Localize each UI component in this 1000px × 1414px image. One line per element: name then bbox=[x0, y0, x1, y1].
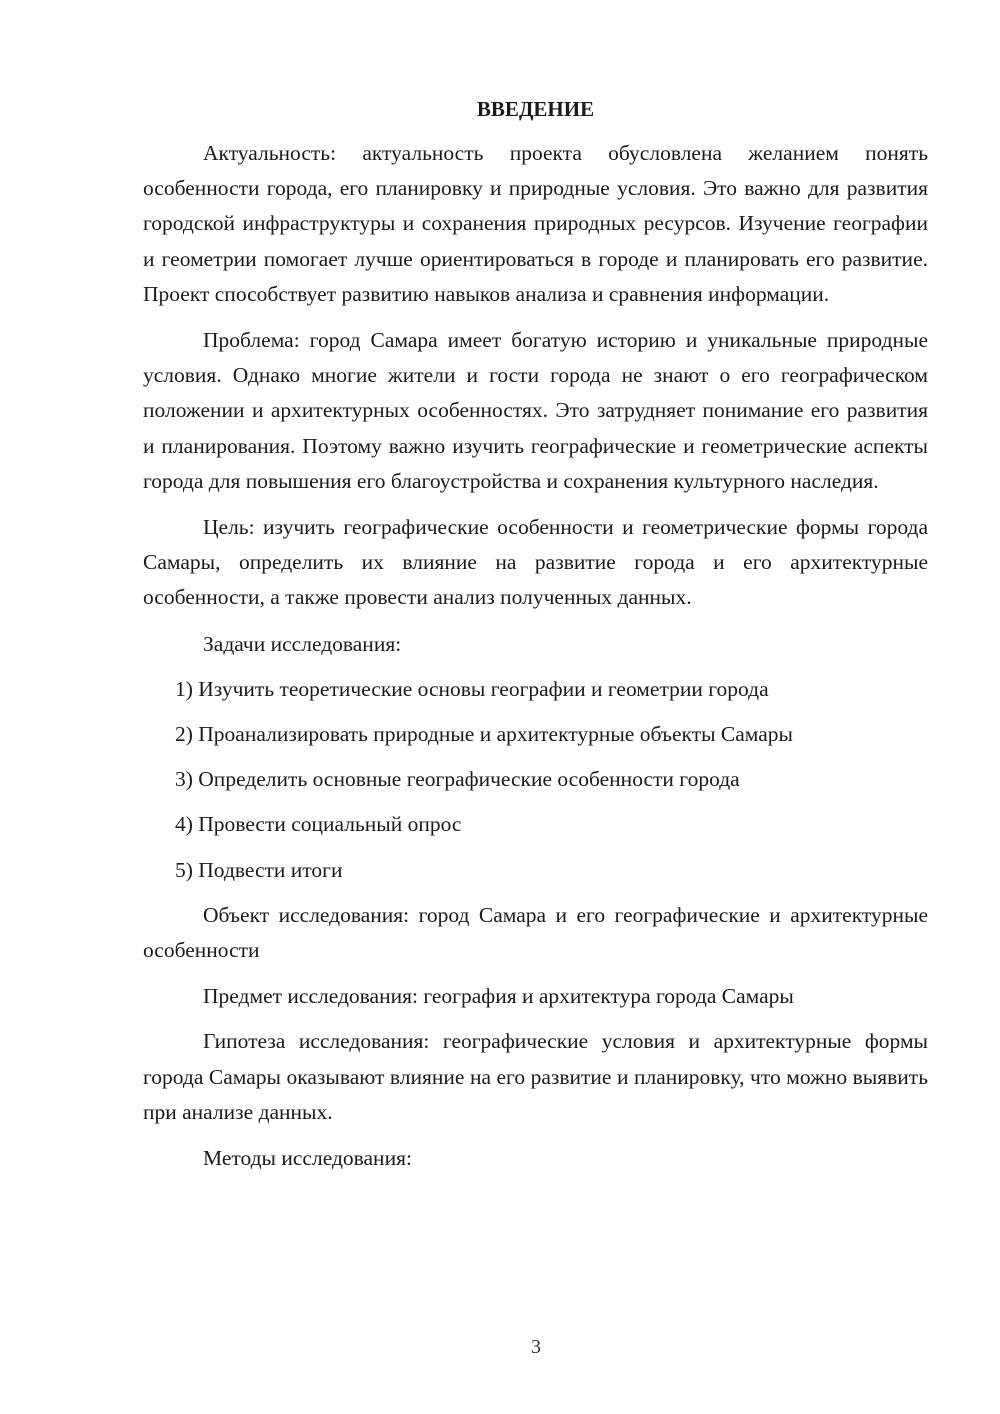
tasks-heading: Задачи исследования: bbox=[203, 631, 402, 656]
list-item: 2) Проанализировать природные и архитектурные объекты Самары bbox=[175, 722, 793, 747]
object-paragraph: Объект исследования: город Самара и его географические и архитектурные особенности bbox=[143, 902, 928, 963]
relevance-paragraph: Актуальность: актуальность проекта обусловлена желанием понять особенности города, его планировку и природные условия. Это важно для развития городской инфраструктуры и сохранения природных ресурсов. Изучение географии и геометрии помогает лучше ориентироваться в городе и планировать его развитие. Проект способствует развитию навыков анализа и сравнения информации. bbox=[143, 141, 928, 306]
subject-paragraph: Предмет исследования: география и архитектура города Самары bbox=[203, 984, 794, 1009]
methods-heading: Методы исследования: bbox=[203, 1146, 412, 1171]
problem-paragraph: Проблема: город Самара имеет богатую историю и уникальные природные условия. Однако многие жители и гости города не знают о его географическом положении и архитектурных особенностях. Это затрудняет понимание его развития и планирования. Поэтому важно изучить географические и геометрические аспекты города для повышения его благоустройства и сохранения культурного наследия. bbox=[143, 328, 928, 493]
goal-paragraph: Цель: изучить географические особенности и геометрические формы города Самары, определить их влияние на развитие города и его архитектурные особенности, а также провести анализ полученных данных. bbox=[143, 515, 928, 610]
list-item: 4) Провести социальный опрос bbox=[175, 812, 462, 837]
document-page bbox=[143, 96, 928, 1186]
list-item: 1) Изучить теоретические основы географии и геометрии города bbox=[175, 676, 769, 701]
list-item: 3) Определить основные географические особенности города bbox=[175, 767, 740, 792]
hypothesis-paragraph: Гипотеза исследования: географические условия и архитектурные формы города Самары оказывают влияние на его развитие и планировку, что можно выявить при анализе данных. bbox=[143, 1029, 928, 1124]
page-number: 3 bbox=[531, 1336, 541, 1358]
list-item: 5) Подвести итоги bbox=[175, 857, 343, 882]
tasks-list bbox=[143, 672, 928, 888]
section-title: ВВЕДЕНИЕ bbox=[476, 97, 595, 121]
